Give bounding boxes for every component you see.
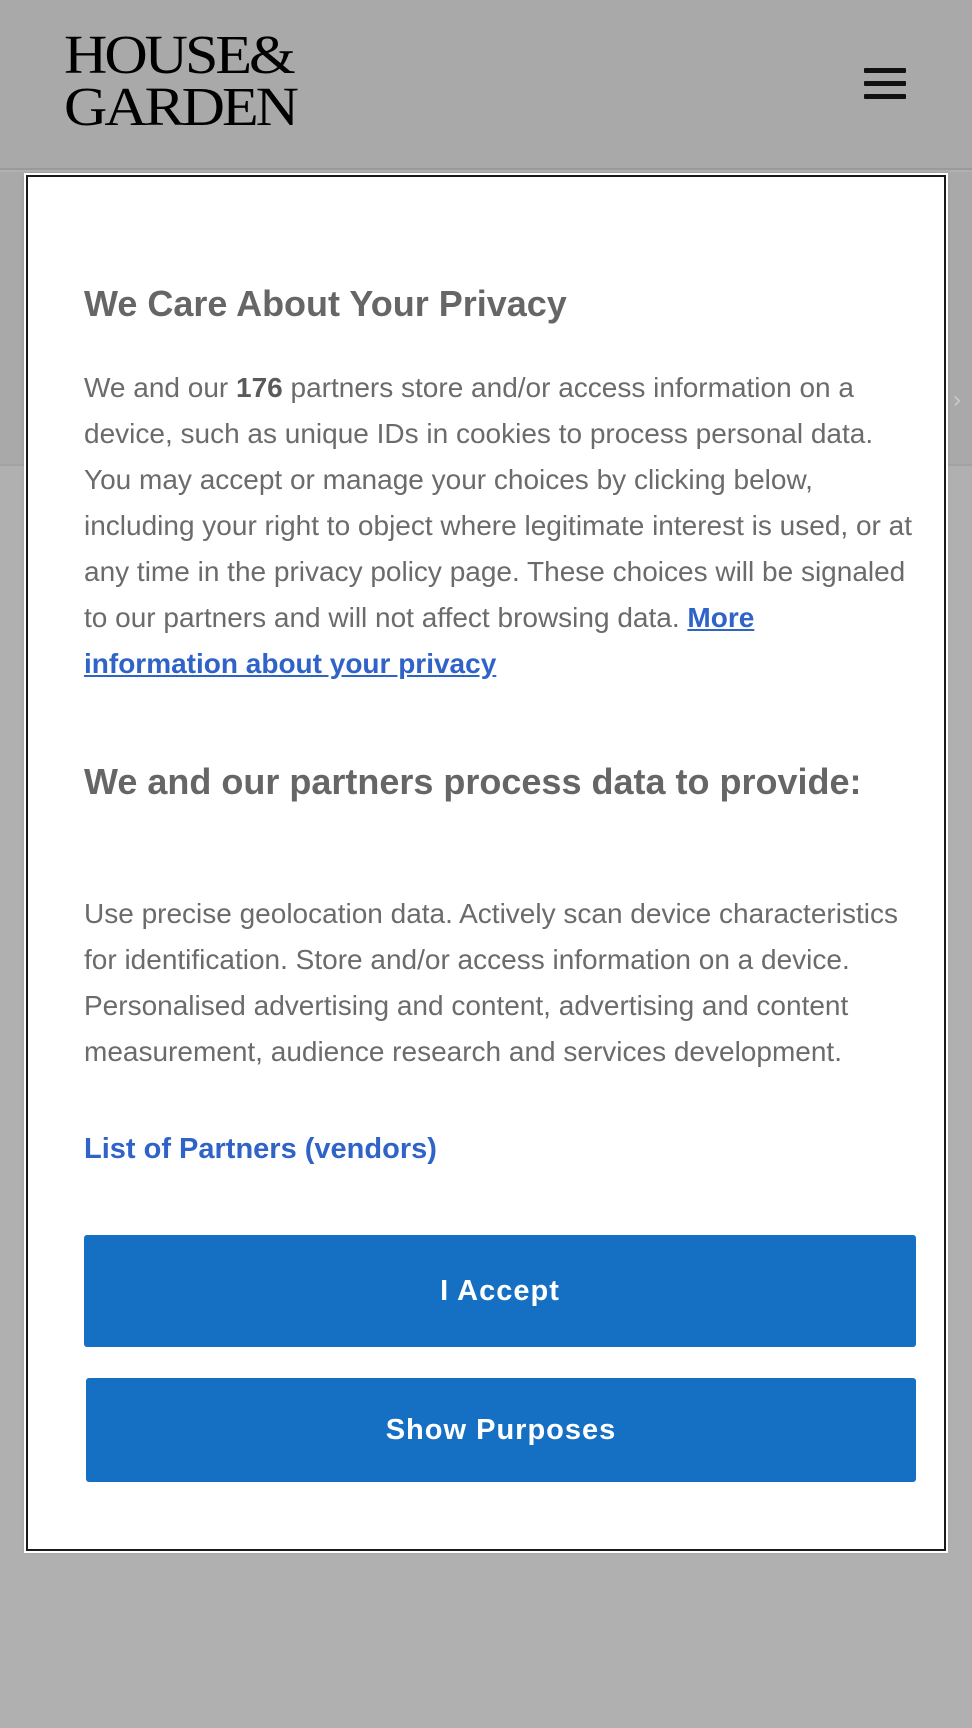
consent-title: We Care About Your Privacy: [84, 283, 567, 324]
show-purposes-button[interactable]: Show Purposes: [86, 1378, 916, 1482]
accept-button[interactable]: I Accept: [84, 1235, 916, 1347]
purposes-description: Use precise geolocation data. Actively scan device characteristics for identification. Store and/or access information on a device. Personalised advertising and content, advertising and content measurement, audience research and services development.: [84, 898, 898, 1067]
privacy-info-link[interactable]: More information about your privacy: [84, 602, 755, 679]
consent-description: [84, 365, 914, 687]
logo-line-1: HOUSE&: [64, 24, 293, 86]
partner-count: 176: [236, 372, 283, 403]
logo-line-2: GARDEN: [64, 76, 296, 138]
menu-bar: [864, 94, 906, 99]
site-header: [0, 0, 972, 170]
menu-bar: [864, 81, 906, 86]
privacy-consent-dialog: [26, 175, 946, 1551]
menu-bar: [864, 68, 906, 73]
house-and-garden-logo[interactable]: [64, 24, 296, 138]
consent-body-text: partners store and/or access information on a device, such as unique IDs in cookies to process personal data. You may accept or manage your choices by clicking below, including your right to object where legitimate interest is used, or at any time in the privacy policy page. These choices will be signaled to our partners and will not affect browsing data.: [84, 372, 912, 633]
consent-body-prefix: We and our: [84, 372, 237, 403]
chevron-right-icon: ›: [952, 386, 962, 414]
hamburger-menu-icon[interactable]: [864, 66, 906, 104]
partners-list-link[interactable]: List of Partners (vendors): [84, 1133, 437, 1165]
purposes-heading: We and our partners process data to provide:: [84, 761, 862, 802]
